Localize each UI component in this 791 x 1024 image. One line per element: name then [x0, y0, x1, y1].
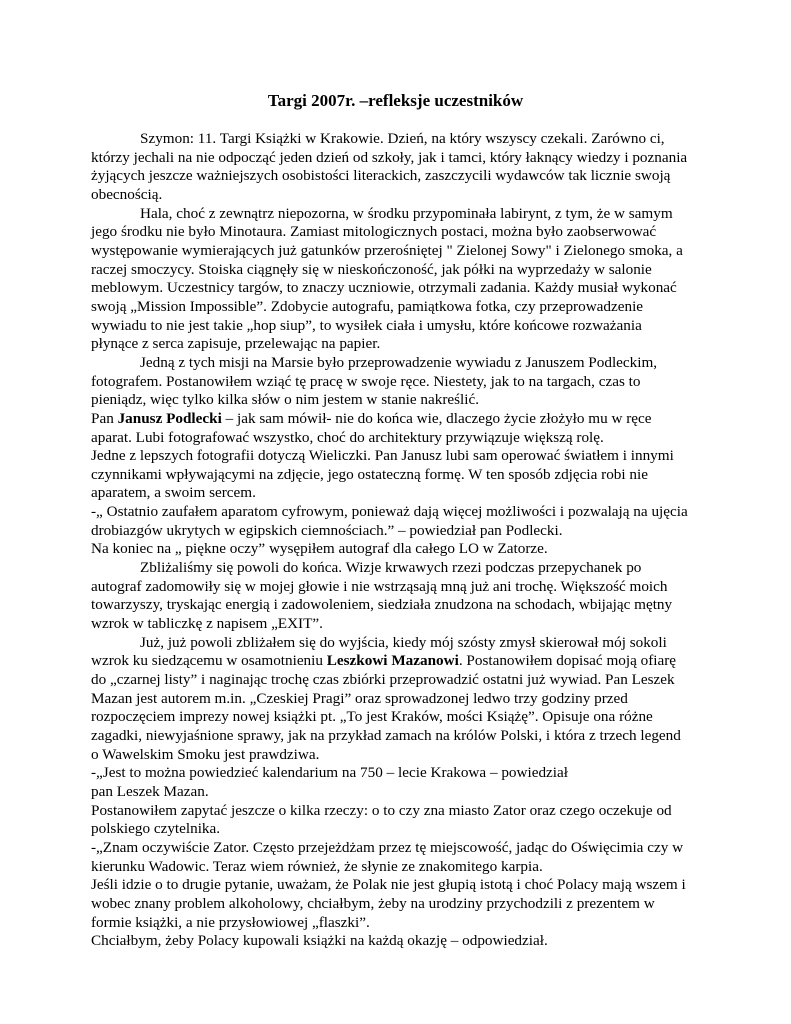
paragraph: Hala, choć z zewnątrz niepozorna, w środku przypominała labirynt, z tym, że w samym jego środku nie było Minotaura. Zamiast mitologicznych postaci, można było zaobserwować występowanie wymierających już gatunków przerośniętej " Zielonej Sowy" i Zielonego smoka, a raczej smoczycy. Stoiska ciągnęły się w nieskończoność, jak półki na wyprzedaży w salonie meblowym. Uczestnicy targów, to znaczy uczniowie, otrzymali zadania. Każdy musiał wykonać swoją „Mission Impossible”. Zdobycie autografu, pamiątkowa fotka, czy przeprowadzenie wywiadu to nie jest takie „hop siup”, to wysiłek ciała i umysłu, które końcowe rozważania płynące z serca zapisuje, przelewając na papier.: [91, 204, 683, 353]
paragraph: [91, 410, 691, 447]
paragraph: Szymon: 11. Targi Książki w Krakowie. Dzień, na który wszyscy czekali. Zarówno ci, którzy jechali na nie odpocząć jeden dzień od szkoły, jak i tamci, który łaknący wiedzy i poznania żyjących jeszcze ważniejszych osobistości literackich, zaszczycili wydawców tak licznie swoją obecnością.: [91, 130, 688, 203]
paragraph: [91, 634, 691, 765]
paragraph: -„Znam oczywiście Zator. Często przejeżdżam przez tę miejscowość, jadąc do Oświęcimia czy w kierunku Wadowic. Teraz wiem również, że słynie ze znakomitego karpia.: [91, 838, 684, 875]
paragraph: Jedną z tych misji na Marsie było przeprowadzenie wywiadu z Januszem Podleckim, fotografem. Postanowiłem wziąć tę pracę w swoje ręce. Niestety, jak to na targach, czas to pieniądz, więc tylko kilka słów o nim jestem w stanie nakreślić.: [91, 353, 658, 409]
text-run: – jak sam mówił- nie do końca wie, dlaczego życie złożyło mu w ręce aparat. Lubi fotografować wszystko, choć do architektury przywiązuje większą rolę.: [91, 409, 652, 446]
person-name: Leszkowi Mazanowi: [326, 652, 459, 670]
paragraph: Zbliżaliśmy się powoli do końca. Wizje krwawych rzezi podczas przepychanek po autograf zadomowiły się w mojej głowie i nie wstrząsają mną już ani trochę. Większość moich towarzyszy, tryskając energią i zadowoleniem, siedziała znudzona na schodach, wbijając mętny wzrok w tabliczkę z napisem „EXIT”.: [91, 559, 673, 633]
text-run: . Postanowiłem dopisać moją ofiarę do „czarnej listy” i naginając trochę czas zbiórki przeprowadzić ostatni już wywiad. Pan Leszek Mazan jest autorem m.in. „Czeskiej Pragi” oraz sprowadzonej ledwo trzy godziny przed rozpoczęciem imprezy nowej książki pt. „To jest Kraków, mości Książę”. Opisuje ona różne zagadki, niewyjaśnione sprawy, jak na przykład zamach na królów Polski, i która z trzech legend o Wawelskim Smoku jest prawdziwa.: [91, 652, 681, 763]
paragraph: pan Leszek Mazan.: [91, 782, 209, 800]
article-body: [91, 130, 691, 951]
paragraph: Jedne z lepszych fotografii dotyczą Wieliczki. Pan Janusz lubi sam operować światłem i innymi czynnikami wpływającymi na zdjęcie, jego ostateczną formę. W ten sposób zdjęcia robi nie aparatem, a swoim sercem.: [91, 447, 674, 502]
paragraph: -„ Ostatnio zaufałem aparatom cyfrowym, ponieważ dają więcej możliwości i pozwalają na ujęcia drobiazgów ukrytych w egipskich ciemnościach.” – powiedział pan Podlecki.: [91, 503, 688, 539]
text-run: Już, już powoli zbliżałem się do wyjścia, kiedy mój szósty zmysł skierował mój sokoli wzrok ku siedzącemu w osamotnieniu: [91, 633, 667, 670]
paragraph: -„Jest to można powiedzieć kalendarium na 750 – lecie Krakowa – powiedział: [91, 764, 568, 782]
person-name: Janusz Podlecki: [117, 409, 222, 427]
paragraph: Na koniec na „ piękne oczy” wysępiłem autograf dla całego LO w Zatorze.: [91, 540, 548, 558]
text-run: Pan: [91, 409, 118, 427]
paragraph: Postanowiłem zapytać jeszcze o kilka rzeczy: o to czy zna miasto Zator oraz czego oczekuje od polskiego czytelnika.: [91, 801, 672, 838]
page-title: Targi 2007r. –refleksje uczestników: [267, 91, 524, 110]
paragraph: Chciałbym, żeby Polacy kupowali książki na każdą okazję – odpowiedział.: [91, 932, 548, 950]
paragraph: Jeśli idzie o to drugie pytanie, uważam, że Polak nie jest głupią istotą i choć Polacy mają wszem i wobec znany problem alkoholowy, chciałbym, żeby na urodziny przychodzili z prezentem w formie książki, a nie przysłowiowej „flaszki”.: [91, 876, 686, 931]
